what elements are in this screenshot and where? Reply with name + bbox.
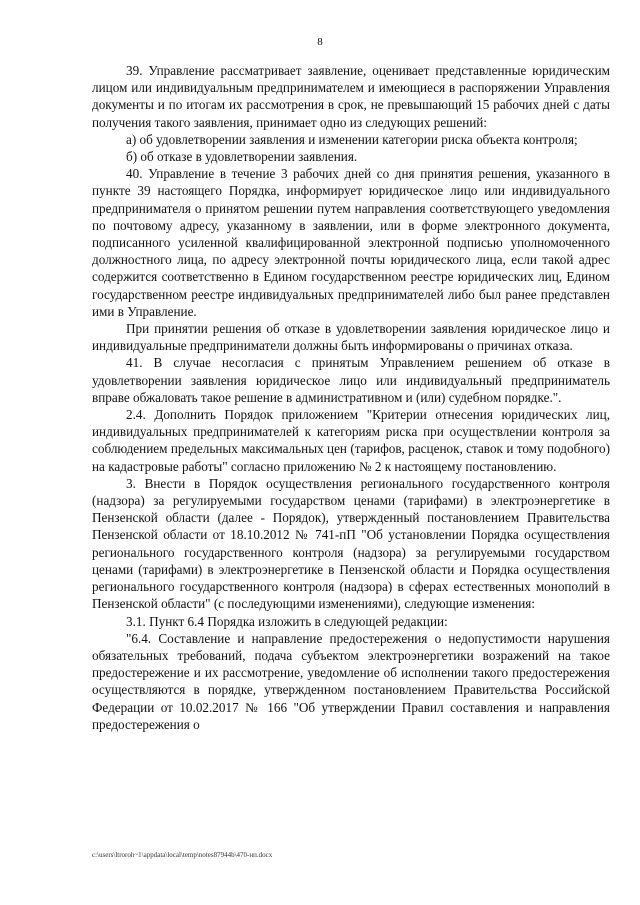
paragraph-2-4: 2.4. Дополнить Порядок приложением "Критерии отнесения юридических лиц, индивидуальных предпринимателей к категориям риска при осуществлении контроля за соблюдением предельных максимальных цен (тарифов, расценок, ставок и тому подобного) на кадастровые работы" согласно приложению № 2 к настоящему постановлению. xyxy=(92,407,610,474)
paragraph-39: 39. Управление рассматривает заявление, оценивает представленные юридическим лицом или индивидуальным предпринимателем и имеющиеся в распоряжении Управления документы и по итогам их рассмотрения в срок, не превышающий 15 рабочих дней с даты получения такого заявления, принимает одно из следующих решений: xyxy=(92,63,610,130)
paragraph-3: 3. Внести в Порядок осуществления регионального государственного контроля (надзора) за регулируемыми государством ценами (тарифами) в электроэнергетике в Пензенской области (далее - Порядок), утвержденный постановлением Правительства Пензенской области от 18.10.2012 № 741-пП "Об установлении Порядка осуществления регионального государственного контроля (надзора) за регулируемыми государством ценами (тарифами) в электроэнергетике в Пензенской области и Порядка осуществления регионального государственного контроля (надзора) в сферах естественных монополий в Пензенской области" (с последующими изменениями), следующие изменения: xyxy=(92,475,610,612)
page-number: 8 xyxy=(317,36,323,48)
paragraph-39-a: а) об удовлетворении заявления и изменении категории риска объекта контроля; xyxy=(126,131,578,147)
paragraph-3-1: 3.1. Пункт 6.4 Порядка изложить в следующей редакции: xyxy=(126,613,448,629)
paragraph-41: 41. В случае несогласия с принятым Управлением решением об отказе в удовлетворении заявления юридическое лицо или индивидуальный предприниматель вправе обжаловать такое решение в административном и (или) судебном порядке.". xyxy=(92,355,610,405)
document-body xyxy=(92,62,610,733)
paragraph-39-b: б) об отказе в удовлетворении заявления. xyxy=(126,149,358,165)
footer-file-path: c:\users\ltroroh~1\appdata\local\temp\notes87944b\470-нп.docx xyxy=(92,851,273,859)
paragraph-40-refusal: При принятии решения об отказе в удовлетворении заявления юридическое лицо и индивидуальные предприниматели должны быть информированы о причинах отказа. xyxy=(92,321,610,354)
paragraph-6-4: "6.4. Составление и направление предостережения о недопустимости нарушения обязательных требований, подача субъектом электроэнергетики возражений на такое предостережение и их рассмотрение, уведомление об исполнении такого предостережения осуществляются в порядке, утвержденном постановлением Правительства Российской Федерации от 10.02.2017 № 166 "Об утверждении Правил составления и направления предостережения о xyxy=(92,630,610,732)
paragraph-40: 40. Управление в течение 3 рабочих дней со дня принятия решения, указанного в пункте 39 настоящего Порядка, информирует юридическое лицо или индивидуального предпринимателя о принятом решении путем направления соответствующего уведомления по почтовому адресу, указанному в заявлении, или в форме электронного документа, подписанного усиленной квалифицированной электронной подписью уполномоченного должностного лица, по адресу электронной почты юридического лица, если такой адрес содержится соответственно в Едином государственном реестре юридических лиц, Едином государственном реестре индивидуальных предпринимателей либо был ранее представлен ими в Управление. xyxy=(92,166,610,319)
